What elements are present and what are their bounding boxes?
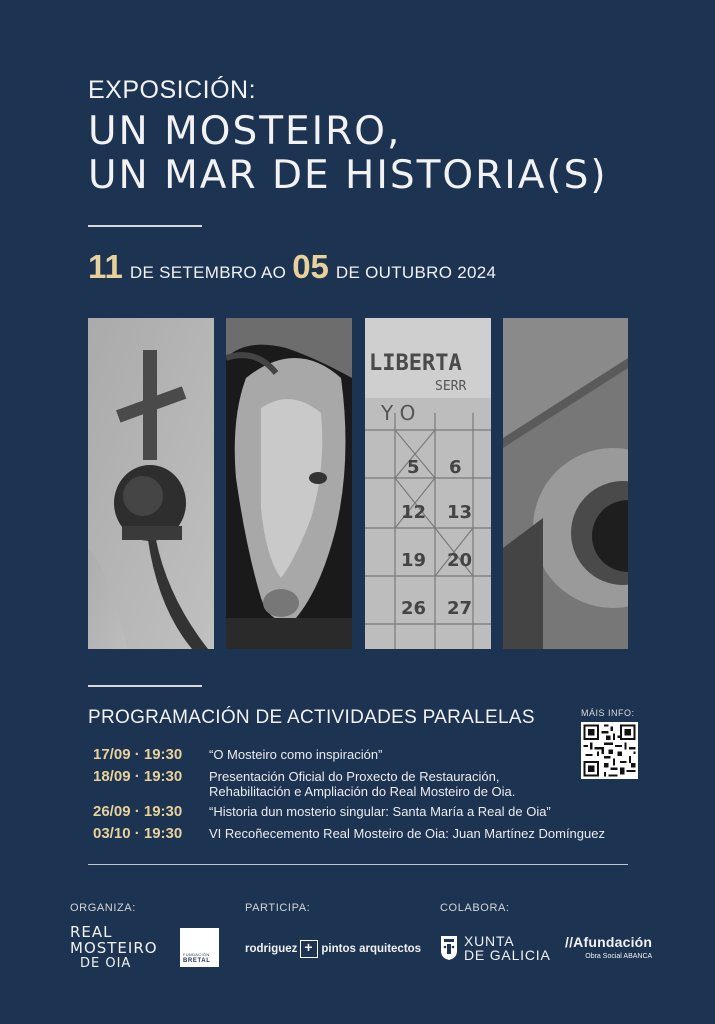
stone-arch-photo [503,318,628,649]
event-datetime: 03/10 · 19:30 [93,825,183,842]
xunta-text [464,934,551,962]
calendar-cell: 6 [449,457,462,478]
calendar-cell: 27 [447,598,473,619]
rp-right-text: pintos arquitectos [321,943,422,955]
event-datetime: 17/09 · 19:30 [93,746,183,763]
fundacion-bretal-logo [180,928,219,967]
event-row [93,825,633,843]
logo-line: MOSTEIRO [70,939,158,957]
rodriguez-pintos-logo [245,940,421,958]
afundacion-text: //Afundación [565,934,653,950]
start-text: DE SETEMBRO AO [129,263,287,282]
events-list [93,746,633,847]
calendar-cell: 26 [401,598,427,619]
xunta-line: DE GALICIA [464,947,551,963]
calendar-subword: SERR [435,379,467,394]
calendar-letters: Y O [381,401,416,425]
title-line-2: UN MAR DE HISTORIA(S) [88,153,608,198]
event-line: VI Recoñecemento Real Mosteiro de Oia: Juan Martínez Domínguez [209,826,605,841]
more-info-label: MÁIS INFO: [581,708,635,718]
bretal-small-text: FUNDACIÓN [183,952,210,957]
shield-icon [440,935,458,961]
logo-line: DE OIA [80,956,132,971]
event-description [209,768,515,799]
event-line: Presentación Oficial do Proxecto de Restauración, [209,769,500,784]
stone-cross-photo [88,318,214,649]
event-line: Rehabilitación e Ampliación do Real Mosteiro de Oia. [209,784,516,799]
participa-label: PARTICIPA: [245,902,311,914]
event-row [93,768,633,799]
calendar-cell: 13 [447,502,473,523]
end-text: DE OUTUBRO 2024 [335,263,497,282]
calendar-word: LIBERTA [369,351,462,376]
calendar-cell: 12 [401,502,427,523]
calendar-cell: 20 [447,550,473,571]
end-day: 05 [292,248,329,285]
exhibition-kicker: EXPOSICIÓN: [88,76,257,104]
afundacion-sub: Obra Social ABANCA [585,953,653,960]
real-mosteiro-logo [70,924,158,972]
event-line: “O Mosteiro como inspiración” [209,747,383,762]
organiza-label: ORGANIZA: [70,902,136,914]
exhibition-title [88,110,608,198]
calendar-cell: 19 [401,550,427,571]
divider [88,685,202,687]
xunta-line: XUNTA [464,933,515,949]
plus-box-icon [300,940,318,958]
event-row [93,746,633,764]
event-datetime: 26/09 · 19:30 [93,803,183,820]
bretal-text: BRETAL [183,958,211,964]
event-line: “Historia dun mosterio singular: Santa María a Real de Oia” [209,804,551,819]
xunta-galicia-logo [440,934,551,962]
event-description [209,825,605,841]
stone-animal-head-photo [226,318,352,649]
event-description [209,803,551,819]
rp-left-text: rodriguez [245,943,298,955]
event-datetime: 18/09 · 19:30 [93,768,183,785]
colabora-label: COLABORA: [440,902,510,914]
calendar-cell: 5 [407,457,420,478]
exhibition-dates [88,248,502,286]
logo-line: REAL [70,923,113,941]
footer-divider [88,864,628,865]
program-title: PROGRAMACIÓN DE ACTIVIDADES PARALELAS [88,707,535,728]
afundacion-logo [565,934,652,960]
divider [88,225,202,227]
title-line-1: UN MOSTEIRO, [88,109,402,154]
event-row [93,803,633,821]
event-description [209,746,382,762]
start-day: 11 [88,248,123,285]
carved-calendar-photo [365,318,491,649]
